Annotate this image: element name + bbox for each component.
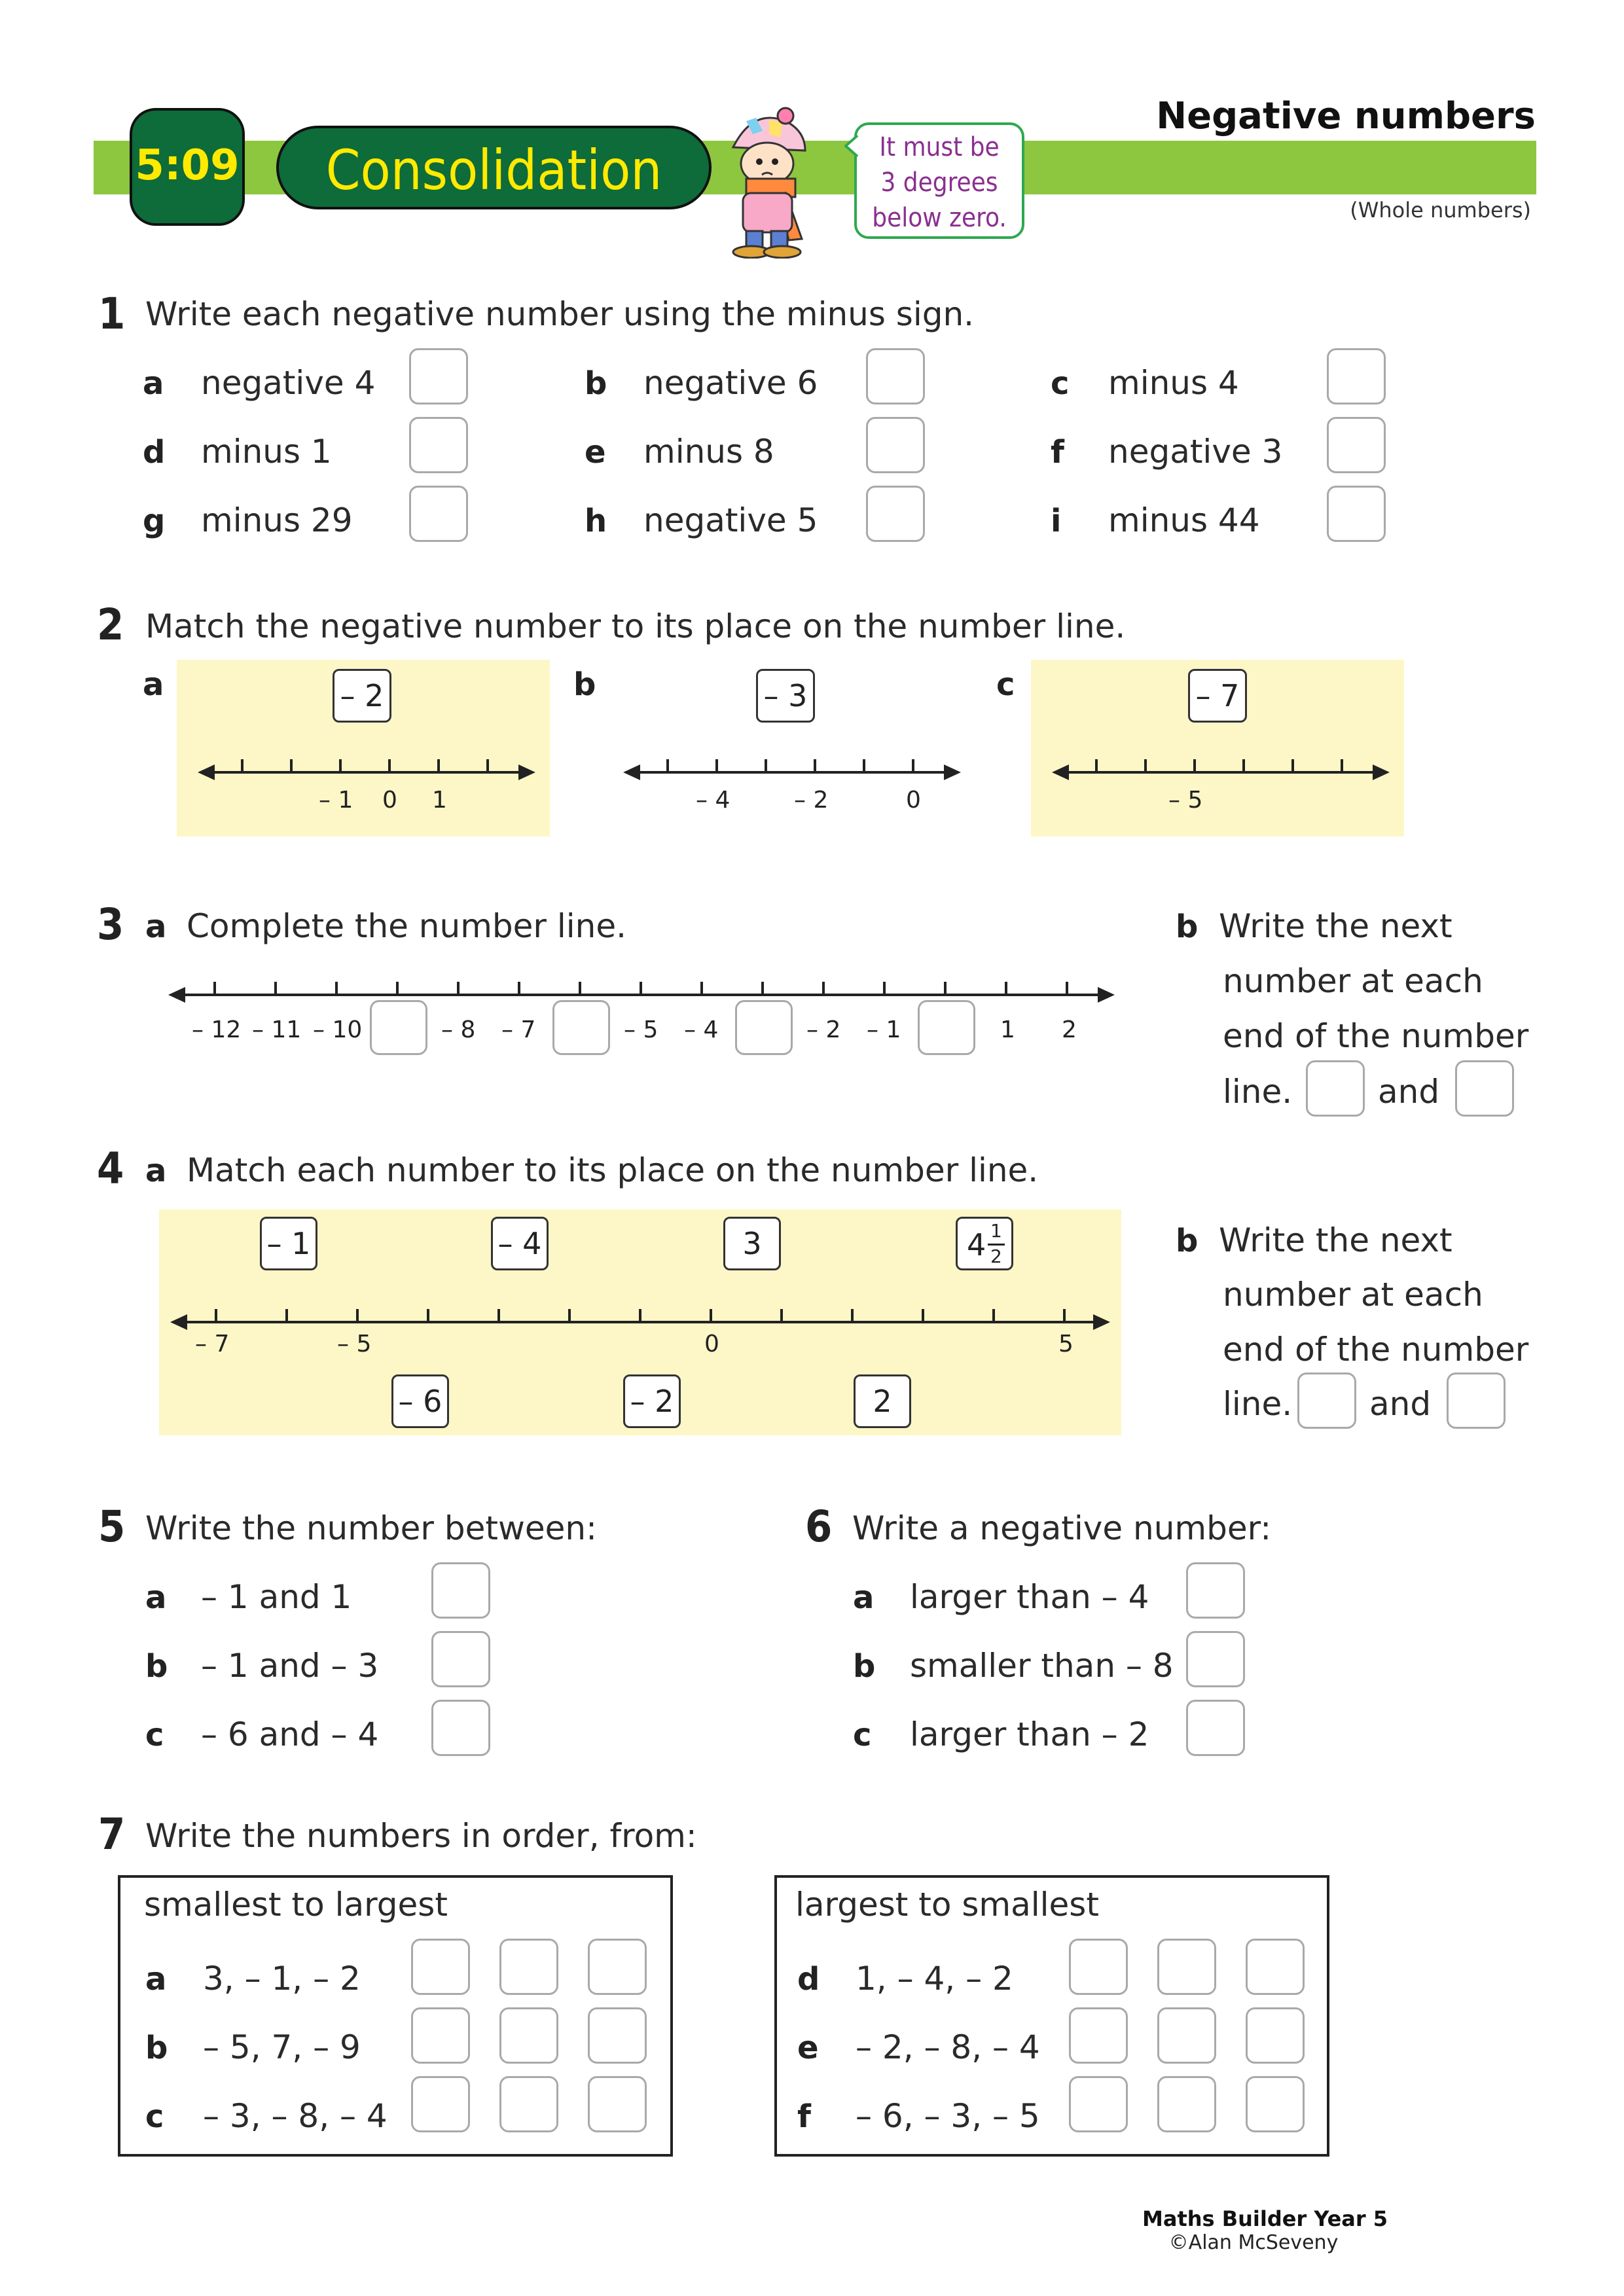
q3-number: 3 — [97, 899, 124, 950]
q1f-letter: f — [1051, 434, 1064, 471]
lesson-code: 5:09 — [135, 141, 240, 190]
q7b-answer-box-3[interactable] — [588, 2007, 647, 2064]
q7d-letter: d — [797, 1961, 820, 1998]
q7a-answer-box-2[interactable] — [499, 1939, 558, 1995]
q1f-text: negative 3 — [1108, 433, 1283, 471]
q2a-tick-label: – 1 — [319, 787, 353, 814]
q3-tick-label: – 5 — [624, 1016, 659, 1043]
q1d-answer-box[interactable] — [409, 417, 468, 473]
q1h-letter: h — [585, 503, 607, 539]
q4b-line-4: line. — [1223, 1385, 1293, 1423]
q1b-letter: b — [585, 365, 607, 402]
q4-mixed-whole: 4 — [967, 1227, 986, 1263]
q3-tick-label: – 1 — [867, 1016, 901, 1043]
q3-tick-label: – 8 — [441, 1016, 476, 1043]
q4-tick-label: – 7 — [195, 1331, 230, 1357]
q6a-letter: a — [853, 1579, 875, 1616]
q2b-number-line — [622, 753, 962, 792]
q6b-answer-box[interactable] — [1186, 1631, 1245, 1687]
q6-prompt: Write a negative number: — [852, 1509, 1272, 1547]
q5-number: 5 — [98, 1501, 126, 1552]
q2a-tick-label: 1 — [432, 787, 447, 814]
q3-tick-label: – 2 — [806, 1016, 841, 1043]
q4-number-label[interactable]: – 1 — [260, 1217, 317, 1270]
q7e-letter: e — [797, 2030, 819, 2066]
q4-number-label[interactable]: 3 — [723, 1217, 781, 1270]
q1c-letter: c — [1051, 365, 1070, 402]
q4-tick-label: 5 — [1058, 1331, 1074, 1357]
speech-bubble — [854, 122, 1024, 239]
q7-left-heading: smallest to largest — [144, 1886, 448, 1924]
q5c-answer-box[interactable] — [431, 1700, 490, 1756]
q1i-letter: i — [1051, 503, 1062, 539]
q4b-letter: b — [1176, 1223, 1199, 1259]
q2b-letter: b — [573, 666, 596, 703]
q7a-answer-box-3[interactable] — [588, 1939, 647, 1995]
q7a-letter: a — [145, 1961, 167, 1998]
q7c-letter: c — [145, 2098, 164, 2135]
q5a-answer-box[interactable] — [431, 1562, 490, 1619]
q3b-letter: b — [1176, 908, 1199, 945]
cold-girl-illustration — [707, 101, 831, 259]
q5b-letter: b — [145, 1648, 168, 1685]
q5b-text: – 1 and – 3 — [201, 1647, 379, 1685]
q2-number: 2 — [97, 600, 124, 650]
lesson-code-badge — [130, 108, 245, 226]
q2a-tick-label: 0 — [382, 787, 397, 814]
q1b-answer-box[interactable] — [866, 348, 925, 404]
q5-prompt: Write the number between: — [145, 1509, 597, 1547]
q1i-text: minus 44 — [1108, 501, 1260, 539]
topic-title: Negative numbers — [1156, 95, 1536, 137]
q1e-letter: e — [585, 434, 606, 471]
q1d-text: minus 1 — [201, 433, 332, 471]
title-badge — [276, 126, 712, 209]
q7b-answer-box-2[interactable] — [499, 2007, 558, 2064]
q7b-answer-box-1[interactable] — [411, 2007, 470, 2064]
q5b-answer-box[interactable] — [431, 1631, 490, 1687]
q4a-prompt: Match each number to its place on the number line. — [187, 1151, 1039, 1189]
q4b-line-3: end of the number — [1223, 1331, 1529, 1369]
q1i-answer-box[interactable] — [1327, 486, 1386, 542]
q3-blank-box[interactable] — [735, 1000, 793, 1055]
topic-subtitle: (Whole numbers) — [1350, 198, 1531, 223]
q2c-number-label[interactable]: – 7 — [1188, 669, 1247, 723]
q3a-letter: a — [145, 908, 167, 945]
q3b-line-1: Write the next — [1219, 907, 1453, 945]
q7e-answer-box-3[interactable] — [1246, 2007, 1305, 2064]
q7c-text: – 3, – 8, – 4 — [203, 2097, 388, 2135]
q3-tick-label: 1 — [1000, 1016, 1015, 1043]
q7b-text: – 5, 7, – 9 — [203, 2028, 361, 2066]
q7e-text: – 2, – 8, – 4 — [856, 2028, 1040, 2066]
q7-prompt: Write the numbers in order, from: — [145, 1817, 697, 1855]
q5c-letter: c — [145, 1717, 164, 1753]
footer-copyright: ©Alan McSeveny — [1168, 2231, 1339, 2254]
q4-number-label[interactable]: – 2 — [623, 1374, 681, 1428]
q2c-letter: c — [996, 666, 1015, 703]
q3-blank-box[interactable] — [552, 1000, 610, 1055]
q4-number-label[interactable]: – 4 — [491, 1217, 549, 1270]
q2a-number-label[interactable]: – 2 — [333, 669, 391, 723]
q7a-answer-box-1[interactable] — [411, 1939, 470, 1995]
q4-number: 4 — [97, 1143, 124, 1194]
q3b-left-end-box[interactable] — [1306, 1060, 1365, 1117]
q3-blank-box[interactable] — [918, 1000, 975, 1055]
q5a-letter: a — [145, 1579, 167, 1616]
q7-right-heading: largest to smallest — [795, 1886, 1099, 1924]
q2b-tick-label: 0 — [906, 787, 921, 814]
q6a-answer-box[interactable] — [1186, 1562, 1245, 1619]
q1c-answer-box[interactable] — [1327, 348, 1386, 404]
q7f-answer-box-2[interactable] — [1157, 2076, 1216, 2132]
q1c-text: minus 4 — [1108, 364, 1239, 402]
q1-number: 1 — [98, 289, 126, 339]
q3-tick-label: – 7 — [501, 1016, 536, 1043]
q7d-text: 1, – 4, – 2 — [856, 1960, 1013, 1998]
q6c-letter: c — [853, 1717, 872, 1753]
q7f-answer-box-3[interactable] — [1246, 2076, 1305, 2132]
q3-tick-label: 2 — [1062, 1016, 1077, 1043]
q7b-letter: b — [145, 2030, 168, 2066]
q4-tick-label: – 5 — [337, 1331, 372, 1357]
q4b-line-2: number at each — [1223, 1276, 1483, 1314]
q1b-text: negative 6 — [643, 364, 818, 402]
q3-tick-label: – 12 — [192, 1016, 242, 1043]
q1g-letter: g — [143, 503, 166, 539]
q7-number: 7 — [98, 1809, 126, 1859]
q6-number: 6 — [805, 1501, 833, 1552]
q6a-text: larger than – 4 — [910, 1578, 1149, 1616]
q1e-text: minus 8 — [643, 433, 774, 471]
q1d-letter: d — [143, 434, 166, 471]
q1-prompt: Write each negative number using the minus sign. — [145, 295, 975, 333]
q3b-and: and — [1378, 1073, 1440, 1111]
q4-number-label[interactable]: 2 — [854, 1374, 911, 1428]
speech-line-1: It must be — [879, 132, 1000, 162]
q4a-letter: a — [145, 1153, 167, 1189]
q1g-text: minus 29 — [201, 501, 353, 539]
q2-prompt: Match the negative number to its place on the number line. — [145, 607, 1126, 645]
q7c-answer-box-3[interactable] — [588, 2076, 647, 2132]
q2a-letter: a — [143, 666, 164, 703]
q1f-answer-box[interactable] — [1327, 417, 1386, 473]
q1e-answer-box[interactable] — [866, 417, 925, 473]
q4b-line-1: Write the next — [1219, 1221, 1453, 1259]
q1h-text: negative 5 — [643, 501, 818, 539]
q4-mixed-denominator: 2 — [990, 1246, 1002, 1267]
q3b-right-end-box[interactable] — [1455, 1060, 1514, 1117]
q3b-line-4: line. — [1223, 1073, 1293, 1111]
q4b-and: and — [1369, 1385, 1432, 1423]
q6c-answer-box[interactable] — [1186, 1700, 1245, 1756]
q1g-answer-box[interactable] — [409, 486, 468, 542]
q7f-letter: f — [797, 2098, 811, 2135]
q7d-answer-box-2[interactable] — [1157, 1939, 1216, 1995]
q3b-line-2: number at each — [1223, 962, 1483, 1000]
q2b-tick-label: – 2 — [794, 787, 829, 814]
speech-tail — [844, 134, 860, 158]
q1a-text: negative 4 — [201, 364, 376, 402]
q5c-text: – 6 and – 4 — [201, 1715, 379, 1753]
q3a-prompt: Complete the number line. — [187, 907, 626, 945]
q2b-tick-label: – 4 — [696, 787, 731, 814]
q6c-text: larger than – 2 — [910, 1715, 1149, 1753]
q7f-text: – 6, – 3, – 5 — [856, 2097, 1040, 2135]
q4-mixed-numerator: 1 — [990, 1220, 1002, 1242]
q3-tick-label: – 10 — [313, 1016, 363, 1043]
q7c-answer-box-1[interactable] — [411, 2076, 470, 2132]
q4b-left-end-box[interactable] — [1297, 1372, 1356, 1429]
q5a-text: – 1 and 1 — [201, 1578, 352, 1616]
q7a-text: 3, – 1, – 2 — [203, 1960, 361, 1998]
q3-tick-label: – 4 — [684, 1016, 719, 1043]
footer-book: Maths Builder Year 5 — [1142, 2206, 1388, 2231]
q7e-answer-box-2[interactable] — [1157, 2007, 1216, 2064]
q1a-answer-box[interactable] — [409, 348, 468, 404]
q2c-number-line — [1051, 753, 1391, 792]
q7f-answer-box-1[interactable] — [1069, 2076, 1128, 2132]
q4b-right-end-box[interactable] — [1447, 1372, 1506, 1429]
speech-line-3: below zero. — [872, 203, 1007, 233]
q3b-line-3: end of the number — [1223, 1017, 1529, 1055]
q2c-tick-label: – 5 — [1168, 787, 1203, 814]
q4-number-label[interactable]: – 6 — [391, 1374, 449, 1428]
q7c-answer-box-2[interactable] — [499, 2076, 558, 2132]
q6b-letter: b — [853, 1648, 876, 1685]
q4-number-line — [169, 1302, 1111, 1342]
q4-tick-label: 0 — [704, 1331, 719, 1357]
q6b-text: smaller than – 8 — [910, 1647, 1174, 1685]
speech-line-2: 3 degrees — [880, 168, 998, 198]
q7d-answer-box-3[interactable] — [1246, 1939, 1305, 1995]
q4-mixed-number-label[interactable] — [956, 1217, 1013, 1270]
page-title: Consolidation — [325, 138, 662, 202]
q7e-answer-box-1[interactable] — [1069, 2007, 1128, 2064]
q2a-number-line — [196, 753, 537, 792]
q1a-letter: a — [143, 365, 164, 402]
q3-blank-box[interactable] — [370, 1000, 427, 1055]
q3-tick-label: – 11 — [252, 1016, 302, 1043]
q2b-number-label[interactable]: – 3 — [756, 669, 815, 723]
q7d-answer-box-1[interactable] — [1069, 1939, 1128, 1995]
q1h-answer-box[interactable] — [866, 486, 925, 542]
